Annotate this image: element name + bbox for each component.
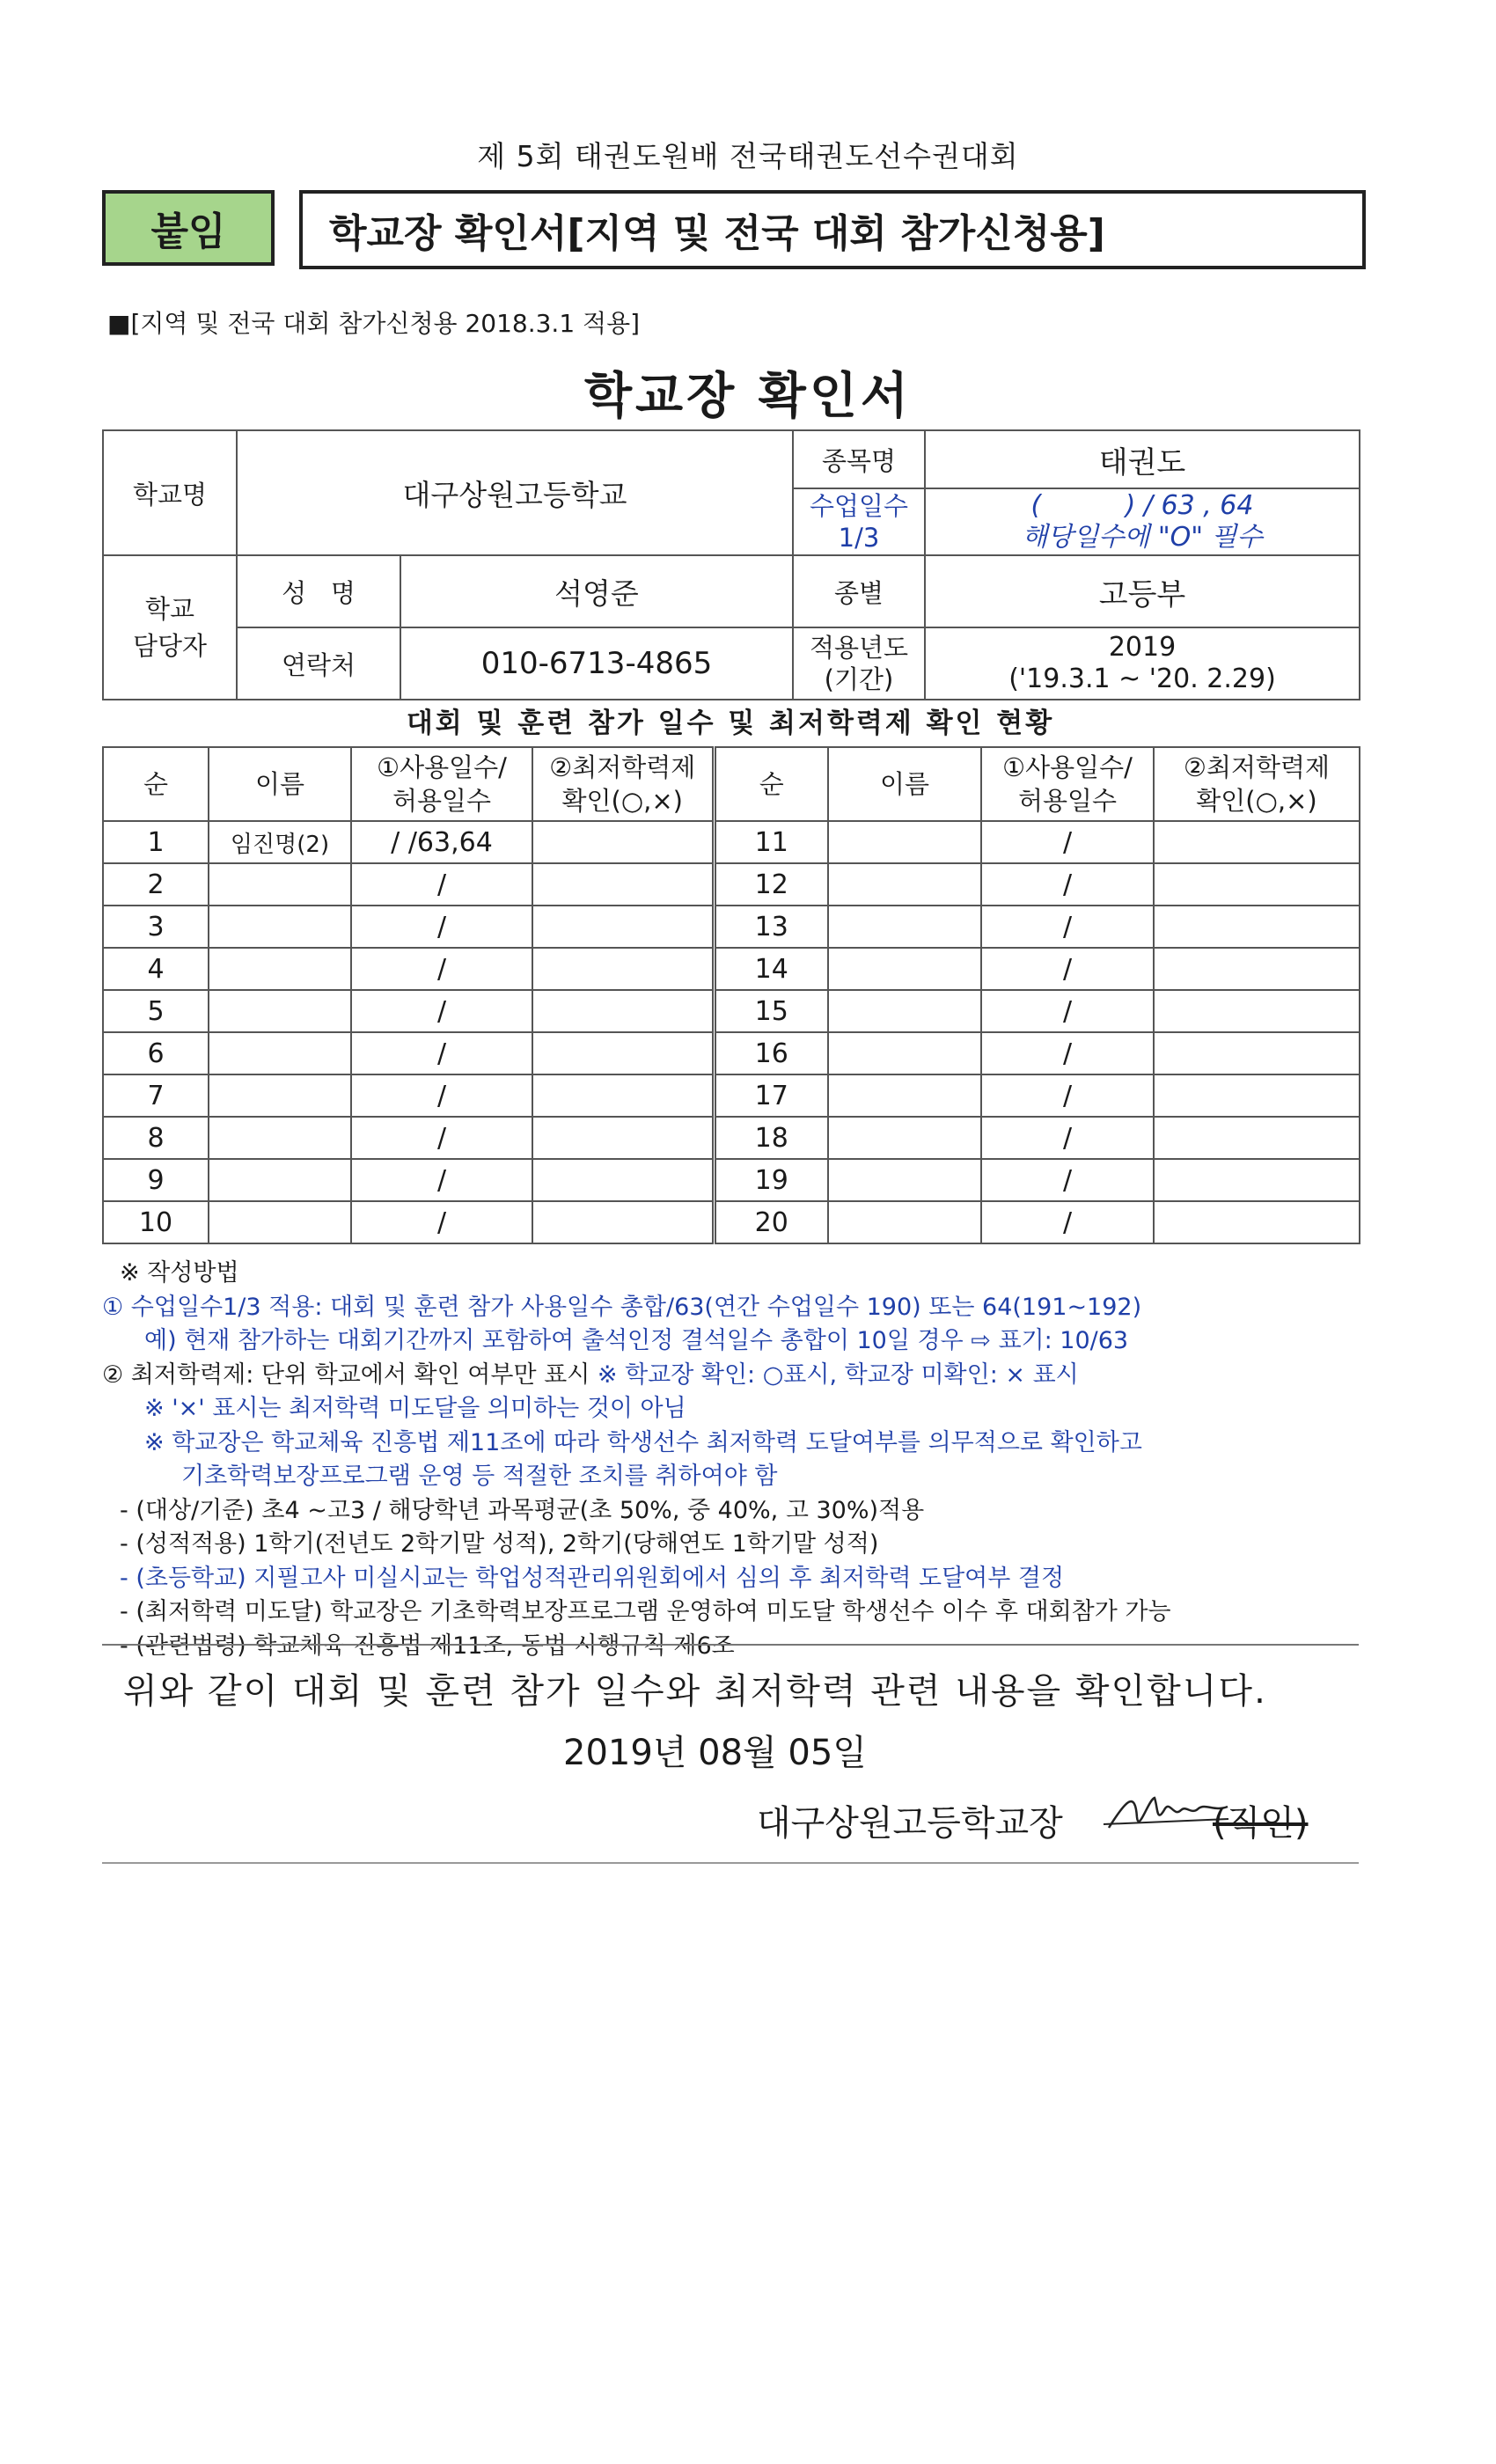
- header-name: 이름: [209, 747, 351, 821]
- roster-name: [209, 990, 351, 1032]
- roster-no: 3: [103, 906, 209, 948]
- roster-days: /: [351, 1032, 532, 1074]
- header-check: [532, 747, 714, 821]
- roster-check: [532, 906, 714, 948]
- roster-days: /: [981, 1201, 1154, 1243]
- roster-no: 6: [103, 1032, 209, 1074]
- roster-days: /: [351, 948, 532, 990]
- roster-days: / /63,64: [351, 821, 532, 863]
- contact-value: 010-6713-4865: [400, 627, 793, 700]
- guide-line-2: 예) 현재 참가하는 대회기간까지 포함하여 출석인정 결석일수 총합이 10일 경우 ⇨ 표기: 10/63: [144, 1327, 1129, 1354]
- table-row: [103, 1074, 1360, 1117]
- roster-check: [532, 1074, 714, 1117]
- roster-name: [828, 906, 981, 948]
- category-value: 고등부: [925, 555, 1360, 627]
- roster-days: /: [351, 1074, 532, 1117]
- school-info-table: [102, 429, 1360, 700]
- year-label-line2: (기간): [824, 664, 894, 694]
- roster-no: 15: [714, 990, 828, 1032]
- roster-name: [209, 1159, 351, 1201]
- table-row: [103, 863, 1360, 906]
- roster-name: [209, 1117, 351, 1159]
- roster-name: [209, 1201, 351, 1243]
- roster-name: [209, 948, 351, 990]
- header-no-right: 순: [714, 747, 828, 821]
- roster-no: 7: [103, 1074, 209, 1117]
- roster-check: [532, 1201, 714, 1243]
- contact-label: 연락처: [237, 627, 400, 700]
- header-check-right: [1154, 747, 1360, 821]
- category-label: 종별: [793, 555, 925, 627]
- event-label: 종목명: [793, 430, 925, 488]
- roster-check: [1154, 990, 1360, 1032]
- header-days-right: [981, 747, 1154, 821]
- header-days-line2: 허용일수: [392, 786, 492, 816]
- roster-no: 8: [103, 1117, 209, 1159]
- event-title: 제 5회 태권도원배 전국태권도선수권대회: [477, 139, 1019, 173]
- roster-name: [828, 1117, 981, 1159]
- divider: [102, 1644, 1359, 1646]
- attachment-badge: 붙임: [102, 190, 275, 266]
- table-row: [103, 990, 1360, 1032]
- header-days-right-line1: ①사용일수/: [1002, 752, 1133, 782]
- roster-name: [209, 863, 351, 906]
- school-days-label: [793, 488, 925, 555]
- table-row: [103, 1159, 1360, 1201]
- guide-line-3b: ※ 학교장 확인: ○표시, 학교장 미확인: × 표시: [597, 1360, 1079, 1389]
- header-days-line1: ①사용일수/: [377, 752, 507, 782]
- table-row: [103, 1117, 1360, 1159]
- roster-no: 1: [103, 821, 209, 863]
- header-check-line2: 확인(○,×): [561, 786, 683, 816]
- header-no: 순: [103, 747, 209, 821]
- status-title: 대회 및 훈련 참가 일수 및 최저학력제 확인 현황: [406, 708, 1055, 739]
- roster-name: [828, 1201, 981, 1243]
- school-name: 대구상원고등학교: [237, 430, 793, 555]
- document-title: 학교장 확인서: [583, 368, 913, 425]
- year-label: [793, 627, 925, 700]
- roster-name: [828, 863, 981, 906]
- roster-days: /: [351, 1201, 532, 1243]
- manager-label: [103, 555, 237, 700]
- year-value-line1: 2019: [1108, 632, 1177, 663]
- application-note: ■[지역 및 전국 대회 참가신청용 2018.3.1 적용]: [107, 309, 641, 338]
- guide-line-6: 기초학력보장프로그램 운영 등 적절한 조치를 취하여야 함: [181, 1463, 778, 1490]
- roster-check: [532, 1159, 714, 1201]
- roster-check: [1154, 906, 1360, 948]
- form-banner: 학교장 확인서[지역 및 전국 대회 참가신청용]: [299, 190, 1366, 269]
- manager-label-line1: 학교: [144, 594, 195, 624]
- table-row: [103, 906, 1360, 948]
- name-label: 성 명: [237, 555, 400, 627]
- header-check-line1: ②최저학력제: [549, 752, 696, 782]
- roster-days: /: [351, 1117, 532, 1159]
- roster-days: /: [351, 863, 532, 906]
- header-check-right-line2: 확인(○,×): [1196, 786, 1317, 816]
- roster-check: [1154, 1074, 1360, 1117]
- roster-days: /: [351, 990, 532, 1032]
- school-days-value-line2: 해당일수에 "O" 필수: [1022, 522, 1263, 553]
- roster-name: [209, 1074, 351, 1117]
- roster-check: [1154, 1159, 1360, 1201]
- header-days-right-line2: 허용일수: [1017, 786, 1118, 816]
- roster-name: [828, 1159, 981, 1201]
- guide-line-10: - (최저학력 미도달) 학교장은 기초학력보장프로그램 운영하여 미도달 학생선수 이수 후 대회참가 가능: [120, 1598, 1171, 1625]
- roster-check: [1154, 948, 1360, 990]
- roster-table: [102, 746, 1360, 1244]
- year-label-line1: 적용년도: [809, 633, 909, 663]
- year-value-line2: ('19.3.1 ~ '20. 2.29): [1008, 664, 1276, 694]
- roster-days: /: [981, 1159, 1154, 1201]
- roster-name: [828, 1032, 981, 1074]
- roster-no: 5: [103, 990, 209, 1032]
- header-check-right-line1: ②최저학력제: [1183, 752, 1331, 782]
- roster-no: 11: [714, 821, 828, 863]
- roster-check: [532, 821, 714, 863]
- roster-check: [1154, 863, 1360, 906]
- header-days: [351, 747, 532, 821]
- roster-no: 13: [714, 906, 828, 948]
- year-value: [925, 627, 1360, 700]
- guide-line-11: - (관련법령) 학교체육 진흥법 제11조, 동법 시행규칙 제6조: [120, 1632, 735, 1660]
- roster-days: /: [351, 1159, 532, 1201]
- roster-check: [1154, 1201, 1360, 1243]
- table-row: [103, 821, 1360, 863]
- roster-days: /: [981, 906, 1154, 948]
- table-row: [103, 1032, 1360, 1074]
- guide-title: ※ 작성방법: [120, 1259, 239, 1287]
- roster-name: 임진명(2): [209, 821, 351, 863]
- roster-no: 10: [103, 1201, 209, 1243]
- roster-name: [209, 1032, 351, 1074]
- roster-days: /: [981, 821, 1154, 863]
- roster-no: 2: [103, 863, 209, 906]
- roster-check: [532, 990, 714, 1032]
- guide-line-5: ※ 학교장은 학교체육 진흥법 제11조에 따라 학생선수 최저학력 도달여부를 의무적으로 확인하고: [144, 1428, 1142, 1456]
- manager-label-line2: 담당자: [132, 631, 208, 661]
- writing-guide: [102, 1257, 1387, 1663]
- school-days-label-line2: 1/3: [838, 523, 880, 553]
- header-name-right: 이름: [828, 747, 981, 821]
- roster-check: [532, 863, 714, 906]
- roster-check: [1154, 1117, 1360, 1159]
- roster-days: /: [981, 1117, 1154, 1159]
- guide-line-4: ※ '×' 표시는 최저학력 미도달을 의미하는 것이 아님: [144, 1395, 686, 1422]
- roster-check: [532, 948, 714, 990]
- guide-line-3: [102, 1359, 1387, 1393]
- roster-no: 16: [714, 1032, 828, 1074]
- roster-check: [1154, 821, 1360, 863]
- roster-no: 9: [103, 1159, 209, 1201]
- manager-name: 석영준: [400, 555, 793, 627]
- bottom-divider: [102, 1862, 1359, 1864]
- official-seal: (직인): [1213, 1803, 1309, 1844]
- school-label: 학교명: [103, 430, 237, 555]
- event-value: 태권도: [925, 430, 1360, 488]
- roster-name: [209, 906, 351, 948]
- guide-line-3a: ② 최저학력제: 단위 학교에서 확인 여부만 표시: [102, 1360, 598, 1389]
- roster-days: /: [981, 1032, 1154, 1074]
- roster-days: /: [981, 990, 1154, 1032]
- guide-line-7: - (대상/기준) 초4 ~고3 / 해당학년 과목평균(초 50%, 중 40%, 고 30%)적용: [120, 1496, 925, 1524]
- guide-line-9: - (초등학교) 지필고사 미실시교는 학업성적관리위원회에서 심의 후 최저학력 도달여부 결정: [120, 1564, 1065, 1592]
- principal-name: 대구상원고등학교장: [757, 1803, 1063, 1844]
- school-days-value-line1: ( ) / 63 , 64: [1030, 490, 1254, 521]
- roster-days: /: [981, 948, 1154, 990]
- roster-no: 4: [103, 948, 209, 990]
- roster-check: [532, 1032, 714, 1074]
- roster-no: 17: [714, 1074, 828, 1117]
- roster-name: [828, 990, 981, 1032]
- roster-no: 14: [714, 948, 828, 990]
- guide-line-1: ① 수업일수1/3 적용: 대회 및 훈련 참가 사용일수 총합/63(연간 수업일수 190) 또는 64(191~192): [102, 1293, 1142, 1321]
- school-days-value: [925, 488, 1360, 555]
- guide-line-8: - (성적적용) 1학기(전년도 2학기말 성적), 2학기(당해연도 1학기말 성적): [120, 1530, 879, 1558]
- confirmation-date: 2019년 08월 05일: [563, 1733, 867, 1773]
- roster-days: /: [351, 906, 532, 948]
- table-row: [103, 948, 1360, 990]
- roster-no: 20: [714, 1201, 828, 1243]
- roster-name: [828, 1074, 981, 1117]
- roster-no: 19: [714, 1159, 828, 1201]
- roster-check: [532, 1117, 714, 1159]
- table-row: [103, 1201, 1360, 1243]
- school-days-label-line1: 수업일수: [809, 491, 909, 521]
- roster-no: 18: [714, 1117, 828, 1159]
- roster-check: [1154, 1032, 1360, 1074]
- roster-name: [828, 948, 981, 990]
- roster-header-row: [103, 747, 1360, 821]
- roster-days: /: [981, 863, 1154, 906]
- roster-days: /: [981, 1074, 1154, 1117]
- roster-name: [828, 821, 981, 863]
- confirmation-text: 위와 같이 대회 및 훈련 참가 일수와 최저학력 관련 내용을 확인합니다.: [123, 1671, 1267, 1712]
- roster-no: 12: [714, 863, 828, 906]
